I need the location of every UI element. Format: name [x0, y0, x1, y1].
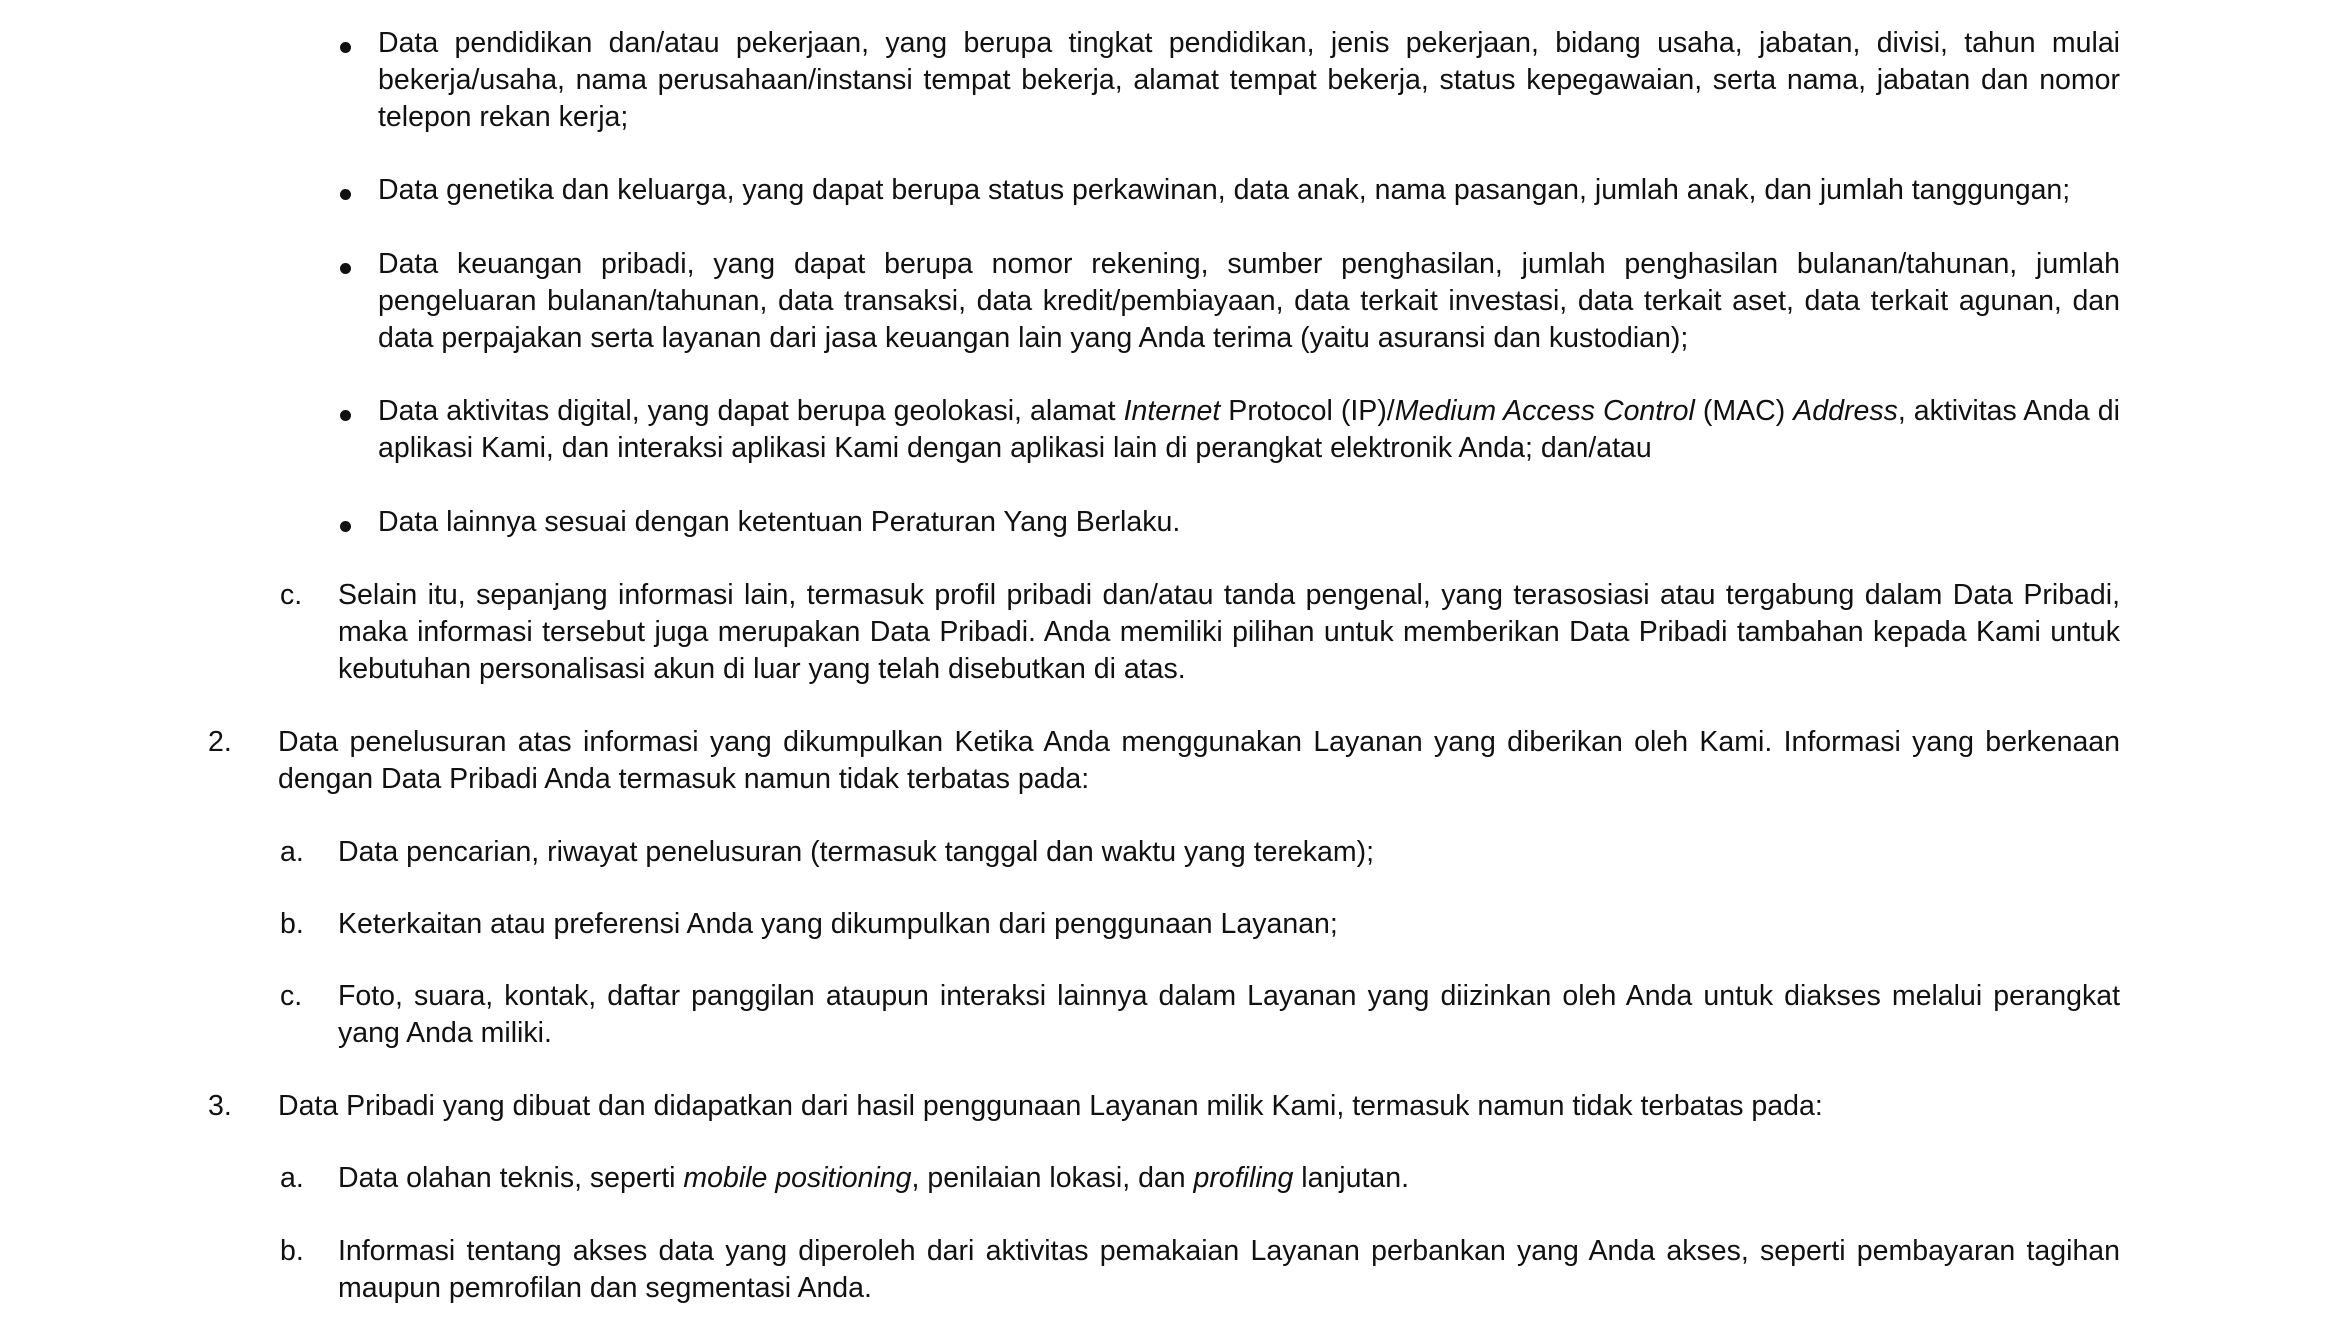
bullet-text: Data genetika dan keluarga, yang dapat berupa status perkawinan, data anak, nama pasangan, jumlah anak, dan jumlah tanggungan; [378, 174, 2071, 206]
sub-item-text: Data pencarian, riwayat penelusuran (termasuk tanggal dan waktu yang terekam); [338, 836, 1375, 868]
bullet-text-part: (MAC) [1694, 395, 1794, 427]
bullet-text-part: , aktivitas Anda di aplikasi Kami, dan interaksi aplikasi Kami dengan aplikasi lain di perangkat elektronik Anda; dan/atau [378, 395, 2120, 464]
sub-item-2a [338, 834, 2120, 871]
list-marker: 3. [208, 1090, 232, 1122]
list-marker: a. [280, 1162, 304, 1194]
bullet-text-italic: Address [1793, 395, 1898, 427]
sub-item-3a [338, 1160, 2120, 1197]
bullet-dot [340, 42, 351, 53]
bullet-text: Data lainnya sesuai dengan ketentuan Peraturan Yang Berlaku. [378, 506, 1181, 538]
bullet-text: Data keuangan pribadi, yang dapat berupa nomor rekening, sumber penghasilan, jumlah penghasilan bulanan/tahunan, jumlah pengeluaran bulanan/tahunan, data transaksi, data kredit/pembiayaan, data terkait investasi, data terkait aset, data terkait agunan, dan data perpajakan serta layanan dari jasa keuangan lain yang Anda terima (yaitu asuransi dan kustodian); [378, 248, 2120, 354]
sub-item-2c [338, 978, 2120, 1052]
numbered-item-2 [278, 724, 2120, 798]
list-marker: 2. [208, 726, 232, 758]
bullet-text-italic: Medium Access Control [1394, 395, 1695, 427]
list-marker: c. [280, 579, 303, 611]
list-marker: b. [280, 1235, 304, 1267]
numbered-item-3 [278, 1088, 2120, 1125]
bullet-item-genetic-family [378, 172, 2120, 209]
list-marker: a. [280, 836, 304, 868]
bullet-item-other-data [378, 504, 2120, 541]
bullet-item-personal-finance [378, 246, 2120, 357]
bullet-text-part: Data aktivitas digital, yang dapat berupa geolokasi, alamat [378, 395, 1124, 427]
bullet-dot [340, 410, 351, 421]
bullet-dot [340, 189, 351, 200]
bullet-dot [340, 521, 351, 532]
sub-item-text: Selain itu, sepanjang informasi lain, termasuk profil pribadi dan/atau tanda pengenal, yang terasosiasi atau tergabung dalam Data Pribadi, maka informasi tersebut juga merupakan Data Pribadi. Anda memiliki pilihan untuk memberikan Data Pribadi tambahan kepada Kami untuk kebutuhan personalisasi akun di luar yang telah disebutkan di atas. [338, 579, 2120, 685]
sub-item-text-part: lanjutan. [1293, 1162, 1410, 1194]
sub-item-text-italic: profiling [1193, 1162, 1294, 1194]
bullet-text-italic: Internet [1123, 395, 1221, 427]
bullet-text-part: Protocol (IP)/ [1220, 395, 1395, 427]
numbered-item-text: Data Pribadi yang dibuat dan didapatkan dari hasil penggunaan Layanan milik Kami, termasuk namun tidak terbatas pada: [278, 1090, 1823, 1122]
sub-item-text: Keterkaitan atau preferensi Anda yang dikumpulkan dari penggunaan Layanan; [338, 908, 1338, 940]
bullet-item-education-employment [378, 25, 2120, 136]
list-marker: c. [280, 980, 303, 1012]
sub-item-text-italic: mobile positioning [683, 1162, 912, 1194]
sub-item-text: Informasi tentang akses data yang diperoleh dari aktivitas pemakaian Layanan perbankan yang Anda akses, seperti pembayaran tagihan maupun pemrofilan dan segmentasi Anda. [338, 1235, 2120, 1304]
bullet-item-digital-activity [378, 393, 2120, 467]
list-marker: b. [280, 908, 304, 940]
numbered-item-text: Data penelusuran atas informasi yang dikumpulkan Ketika Anda menggunakan Layanan yang diberikan oleh Kami. Informasi yang berkenaan dengan Data Pribadi Anda termasuk namun tidak terbatas pada: [278, 726, 2120, 795]
bullet-text: Data pendidikan dan/atau pekerjaan, yang berupa tingkat pendidikan, jenis pekerjaan, bidang usaha, jabatan, divisi, tahun mulai bekerja/usaha, nama perusahaan/instansi tempat bekerja, alamat tempat bekerja, status kepegawaian, serta nama, jabatan dan nomor telepon rekan kerja; [378, 27, 2120, 133]
sub-item-3b [338, 1233, 2120, 1307]
bullet-dot [340, 263, 351, 274]
sub-item-text: Foto, suara, kontak, daftar panggilan ataupun interaksi lainnya dalam Layanan yang diizinkan oleh Anda untuk diakses melalui perangkat yang Anda miliki. [338, 980, 2120, 1049]
sub-item-text-part: , penilaian lokasi, dan [911, 1162, 1194, 1194]
sub-item-2b [338, 906, 2120, 943]
sub-item-c-other-info [338, 577, 2120, 688]
sub-item-text-part: Data olahan teknis, seperti [338, 1162, 684, 1194]
